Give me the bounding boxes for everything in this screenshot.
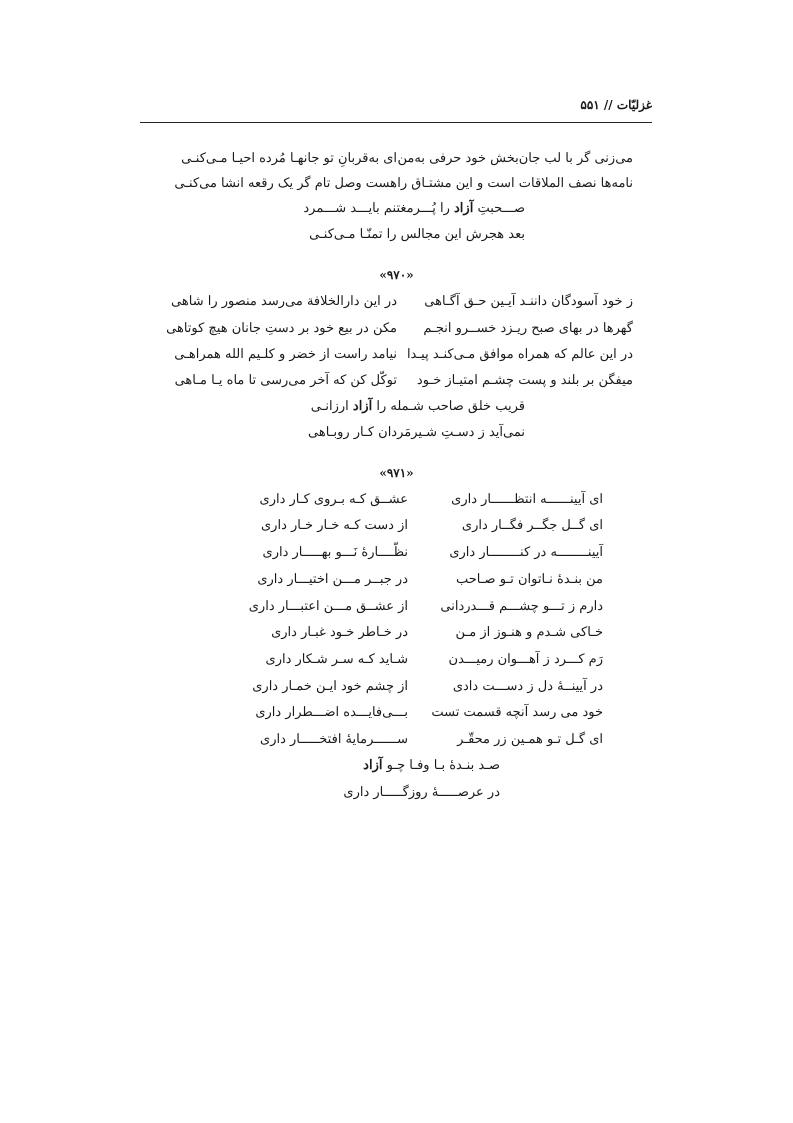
- verse-left: در جبــر مـــن اختیـــار داری: [257, 572, 408, 587]
- closing-verse: در عرصـــــهٔ روزگـــــار داری: [343, 785, 500, 800]
- verse-left: از دست کـه خـار خـار داری: [261, 518, 408, 533]
- verse-left: از عشــق مـــن اعتبـــار داری: [248, 599, 408, 614]
- verse-right: می‌زنی گر با لب جان‌بخش خود حرفی به‌من: [397, 151, 633, 166]
- closing-verse: صـد بنـدهٔ بـا وفـا چـو آزاد: [363, 758, 500, 773]
- verse-right: ز خود آسودگان داننـد آیـین حـق آگـاهی: [424, 294, 633, 309]
- ghazal-number: «۹۷۱»: [379, 466, 414, 480]
- verse-left: ســــــرمایهٔ افتخـــــار داری: [260, 732, 408, 747]
- verse-left: توکّل کن که آخر می‌رسی تا ماه یـا مـاهی: [174, 373, 397, 388]
- verse-right: در این عالم که همراه موافق مـی‌کنـد پیـدا: [406, 347, 633, 362]
- verse-right: ای گــل جگــر فگــار داری: [461, 518, 603, 533]
- verse-left: هست وصل تام گر یک رقعه انشا می‌کنـی: [174, 176, 397, 191]
- verse-right: میفگن بر بلند و پست چشـم امتیـاز خـود: [416, 373, 633, 388]
- ghazal-number: «۹۷۰»: [379, 268, 414, 282]
- closing-verse: صـــحبتِ آزاد را پُـــرمغتنم بایـــد شـــمرد: [303, 201, 525, 216]
- verse-right: خود می رسد آنچه قسمت تست: [431, 705, 603, 720]
- verse-left: در این دارالخلافة می‌رسد منصور را شاهی: [171, 294, 397, 309]
- closing-verse: نمی‌آید ز دسـتِ شـیرمَردان کـار روبـاهی: [308, 425, 525, 440]
- verse-right: ای آیینــــــه انتظــــــار داری: [451, 492, 603, 507]
- verse-left: مکن در بیع خود بر دستِ جانان هیچ کوتاهی: [166, 321, 397, 336]
- closing-verse: قریب خلق صاحب شـمله را آزاد ارزانـی: [310, 399, 525, 414]
- verse-left: از چشم خود ایـن خمـار داری: [252, 679, 408, 694]
- closing-verse: بعد هجرش این مجالس را تمنّـا مـی‌کنـی: [309, 227, 525, 242]
- verse-left: در خـاطر خـود غبـار داری: [271, 625, 408, 640]
- verse-left: نظّــــارهٔ نَـــو بهـــــار داری: [262, 545, 408, 560]
- verse-left: بـــی‌فایـــده اضـــطرار داری: [255, 705, 408, 720]
- verse-right: ای گـل تـو همـین زر محقّـر: [457, 732, 603, 747]
- verse-right: در آیینــهٔ دل ز دســـت دادی: [452, 679, 603, 694]
- verse-right: دارم ز تـــو چشـــم قـــدردانی: [440, 599, 603, 614]
- verse-right: گهرها در بهای صبح ریـزد خســرو انجـم: [423, 321, 633, 336]
- verse-right: نامه‌ها نصف الملاقات است و این مشتـاق را: [397, 176, 633, 191]
- verse-left: عشــق کـه بـروی کـار داری: [259, 492, 408, 507]
- running-head: غزلیّات // ۵۵۱: [580, 98, 652, 112]
- verse-left: ای به‌قربانِ تو جانهـا مُرده احیـا مـی‌کنـی: [181, 151, 397, 166]
- verse-left: شـاید کـه سـر شـکار داری: [265, 652, 408, 667]
- verse-right: من بنـدهٔ نـاتوان تـو صـاحب: [455, 572, 603, 587]
- verse-right: خـاکی شـدم و هنـوز از مـن: [455, 625, 603, 640]
- verse-left: نیامد راست از خضر و کلـیم الله همراهـی: [174, 347, 397, 362]
- page-header: [140, 92, 652, 123]
- verse-right: رَم کـــرد ز آهـــوان رمیـــدن: [448, 652, 603, 667]
- verse-right: آیینــــــــه در کنــــــــار داری: [449, 545, 603, 560]
